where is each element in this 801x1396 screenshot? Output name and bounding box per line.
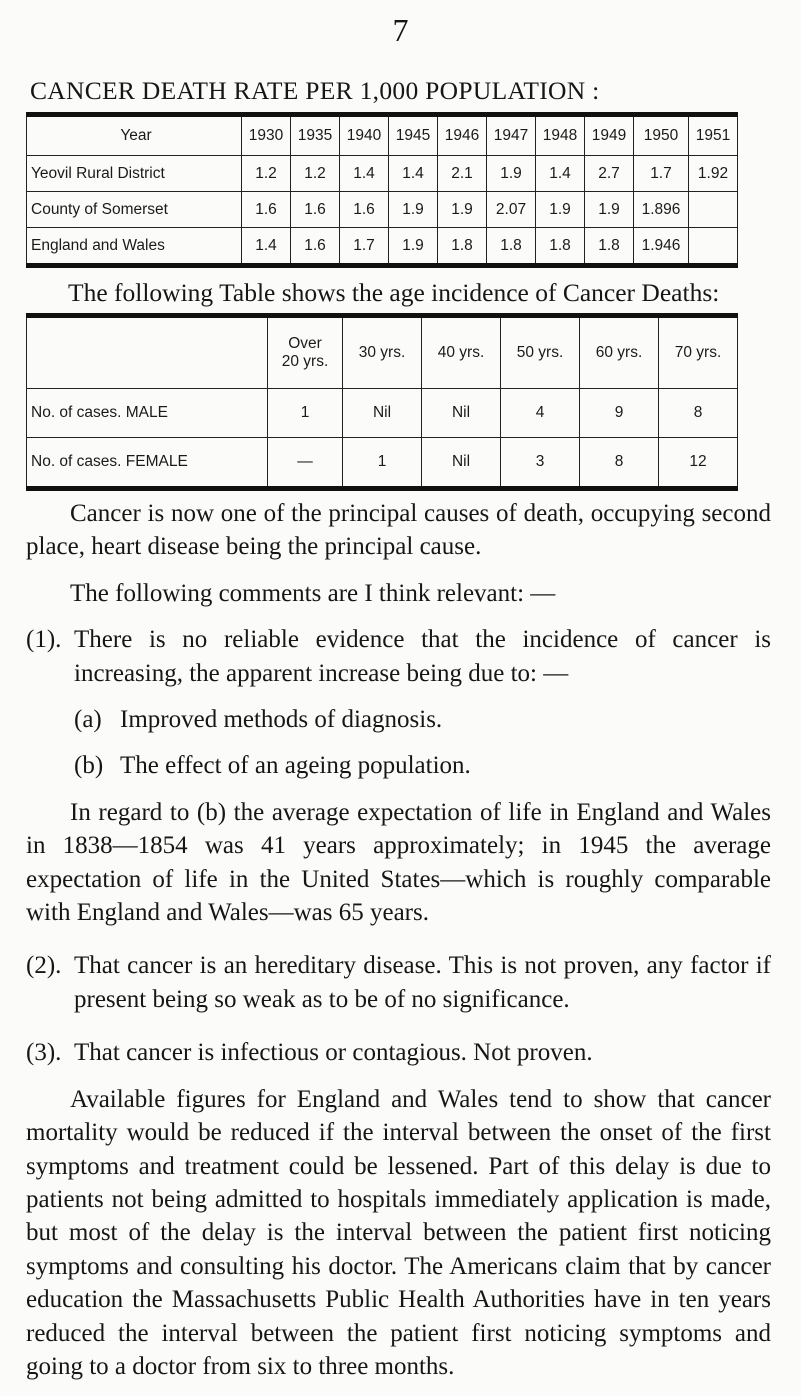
table-cell: —	[268, 438, 343, 489]
row-label: Yeovil Rural District	[27, 156, 242, 192]
table-row	[27, 389, 738, 438]
header-cell	[268, 316, 343, 389]
table-cell: 1.8	[536, 228, 585, 266]
table-cell	[688, 228, 737, 266]
table-cell: 2.1	[438, 156, 487, 192]
table-cell: 1.9	[438, 192, 487, 228]
table-row	[27, 192, 738, 228]
table-caption: The following Table shows the age incidence of Cancer Deaths:	[68, 278, 720, 307]
page-number: 7	[392, 12, 409, 48]
table-cell: 1.8	[585, 228, 634, 266]
list-item	[26, 949, 771, 1016]
header-cell: 1935	[291, 115, 340, 156]
table-cell: 1.6	[242, 192, 291, 228]
header-cell: 1940	[340, 115, 389, 156]
header-cell: Year	[27, 115, 242, 156]
table-cell: 1	[343, 438, 422, 489]
table-cell: 1.7	[340, 228, 389, 266]
sub-list-marker: (a)	[74, 706, 102, 734]
row-label: England and Wales	[27, 228, 242, 266]
table-cell: 1.9	[389, 228, 438, 266]
header-line: Over	[288, 335, 322, 352]
header-cell: 1945	[389, 115, 438, 156]
table-cell: Nil	[343, 389, 422, 438]
header-cell: 1947	[487, 115, 536, 156]
table-cell: 1.896	[634, 192, 689, 228]
page-title: CANCER DEATH RATE PER 1,000 POPULATION :	[30, 76, 600, 105]
row-label: No. of cases. FEMALE	[27, 438, 268, 489]
table-cell: 1.2	[242, 156, 291, 192]
list-number: (3).	[26, 1039, 62, 1067]
sub-list-item	[26, 749, 771, 782]
table-row	[27, 156, 738, 192]
row-label: No. of cases. MALE	[27, 389, 268, 438]
table-row	[27, 228, 738, 266]
table-cell: 1.946	[634, 228, 689, 266]
header-cell: 70 yrs.	[659, 316, 738, 389]
header-cell: 60 yrs.	[580, 316, 659, 389]
table-cell: 9	[580, 389, 659, 438]
list-text: That cancer is an hereditary disease. This is not proven, any factor if present being so weak as to be of no significance.	[74, 952, 771, 1013]
header-cell: 1949	[585, 115, 634, 156]
table-cell: 8	[659, 389, 738, 438]
table-cell: 2.7	[585, 156, 634, 192]
table-cell: Nil	[422, 389, 501, 438]
table-cell: 1	[268, 389, 343, 438]
table-cell: 2.07	[487, 192, 536, 228]
list-number: (2).	[26, 952, 62, 980]
header-cell: 1950	[634, 115, 689, 156]
table-cell: 8	[580, 438, 659, 489]
header-line: 20 yrs.	[281, 353, 329, 370]
header-cell: 1951	[688, 115, 737, 156]
paragraph: In regard to (b) the average expectation of life in England and Wales in 1838—1854 was 41 years approximately; in 1945 the average expectation of life in the United States—which is roughly comparable with England and Wales—was 65 years.	[26, 798, 771, 927]
table-cell: 1.9	[536, 192, 585, 228]
table-cell: 4	[501, 389, 580, 438]
table-cell: 1.8	[438, 228, 487, 266]
table-cell: 1.6	[291, 228, 340, 266]
table-row	[27, 438, 738, 489]
table-cell: Nil	[422, 438, 501, 489]
death-rate-table	[26, 112, 738, 268]
table-cell	[688, 192, 737, 228]
table-cell: 1.9	[487, 156, 536, 192]
header-cell: 1946	[438, 115, 487, 156]
table-header-row	[27, 316, 738, 389]
table-cell: 1.4	[536, 156, 585, 192]
table-header-row	[27, 115, 738, 156]
table-cell: 1.4	[389, 156, 438, 192]
table-cell: 1.9	[389, 192, 438, 228]
table-cell: 12	[659, 438, 738, 489]
list-text: There is no reliable evidence that the incidence of cancer is increasing, the apparent increase being due to: —	[74, 626, 771, 687]
header-cell: 1930	[242, 115, 291, 156]
header-cell: 1948	[536, 115, 585, 156]
header-cell: 50 yrs.	[501, 316, 580, 389]
sub-list-item	[26, 703, 771, 736]
row-label: County of Somerset	[27, 192, 242, 228]
sub-list-text: Improved methods of diagnosis.	[120, 706, 443, 734]
header-cell: 40 yrs.	[422, 316, 501, 389]
table-cell: 1.7	[634, 156, 689, 192]
table-cell: 1.4	[242, 228, 291, 266]
paragraph: The following comments are I think relevant: —	[70, 579, 556, 607]
table-cell: 3	[501, 438, 580, 489]
sub-list-marker: (b)	[74, 752, 104, 780]
table-cell: 1.92	[688, 156, 737, 192]
sub-list-text: The effect of an ageing population.	[120, 752, 471, 780]
table-cell: 1.6	[340, 192, 389, 228]
paragraph: Cancer is now one of the principal causes of death, occupying second place, heart disease being the principal cause.	[26, 500, 771, 561]
table-cell: 1.2	[291, 156, 340, 192]
list-text: That cancer is infectious or contagious. Not proven.	[74, 1039, 593, 1067]
table-cell: 1.4	[340, 156, 389, 192]
paragraph: Available figures for England and Wales tend to show that cancer mortality would be reduced if the interval between the onset of the first symptoms and treatment could be lessened. Part of this delay is due to patients not being admitted to hospitals immediately application is made, but most of the delay is the interval between the patient first noticing symptoms and consulting his doctor. The Americans claim that by cancer education the Massachusetts Public Health Authorities have in ten years reduced the interval between the patient first noticing symptoms and going to a doctor from six to three months.	[26, 1085, 771, 1380]
age-incidence-table	[26, 313, 738, 491]
table-cell: 1.6	[291, 192, 340, 228]
list-item	[26, 1036, 771, 1069]
table-cell: 1.9	[585, 192, 634, 228]
list-number: (1).	[26, 626, 62, 654]
header-cell	[27, 316, 268, 389]
header-cell: 30 yrs.	[343, 316, 422, 389]
list-item	[26, 623, 771, 690]
table-cell: 1.8	[487, 228, 536, 266]
body-text	[26, 497, 771, 1396]
